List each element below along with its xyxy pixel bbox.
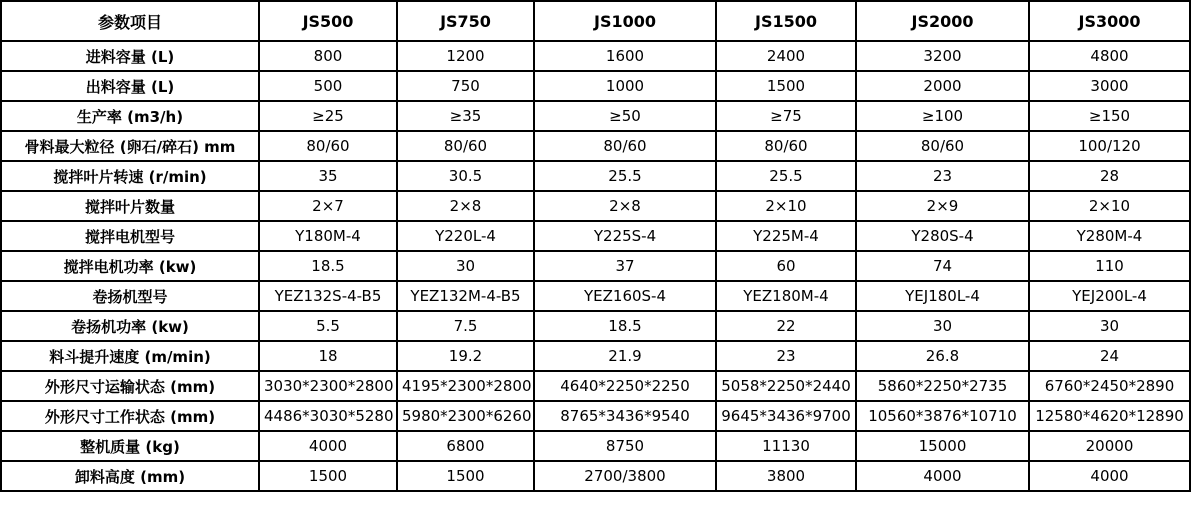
spec-value: 22 — [716, 311, 856, 341]
spec-value: 1000 — [534, 71, 716, 101]
spec-value: Y180M-4 — [259, 221, 397, 251]
spec-value: 4800 — [1029, 41, 1190, 71]
spec-value: 30.5 — [397, 161, 534, 191]
spec-value: 23 — [856, 161, 1029, 191]
row-label: 卷扬机型号 — [1, 281, 259, 311]
spec-value: ≥35 — [397, 101, 534, 131]
spec-value: 4000 — [1029, 461, 1190, 491]
model-column-header: JS1000 — [534, 1, 716, 41]
spec-value: 3200 — [856, 41, 1029, 71]
spec-value: 25.5 — [534, 161, 716, 191]
spec-value: 21.9 — [534, 341, 716, 371]
spec-value: 80/60 — [397, 131, 534, 161]
spec-value: 80/60 — [259, 131, 397, 161]
spec-value: 30 — [1029, 311, 1190, 341]
spec-value: 4640*2250*2250 — [534, 371, 716, 401]
spec-value: 2×7 — [259, 191, 397, 221]
spec-value: 18 — [259, 341, 397, 371]
spec-value: 12580*4620*12890 — [1029, 401, 1190, 431]
spec-value: 80/60 — [534, 131, 716, 161]
spec-value: ≥50 — [534, 101, 716, 131]
spec-value: YEJ180L-4 — [856, 281, 1029, 311]
spec-value: 4000 — [856, 461, 1029, 491]
spec-value: 8750 — [534, 431, 716, 461]
spec-value: 80/60 — [716, 131, 856, 161]
row-label: 搅拌电机型号 — [1, 221, 259, 251]
spec-value: 2×9 — [856, 191, 1029, 221]
spec-value: 1500 — [397, 461, 534, 491]
spec-value: Y220L-4 — [397, 221, 534, 251]
model-column-header: JS2000 — [856, 1, 1029, 41]
spec-value: 20000 — [1029, 431, 1190, 461]
spec-value: 24 — [1029, 341, 1190, 371]
row-label: 整机质量 (kg) — [1, 431, 259, 461]
spec-value: 4000 — [259, 431, 397, 461]
spec-value: 110 — [1029, 251, 1190, 281]
spec-row — [1, 461, 1190, 491]
spec-value: 26.8 — [856, 341, 1029, 371]
spec-value: 7.5 — [397, 311, 534, 341]
spec-row — [1, 221, 1190, 251]
spec-value: 5860*2250*2735 — [856, 371, 1029, 401]
spec-row — [1, 371, 1190, 401]
spec-value: Y225M-4 — [716, 221, 856, 251]
spec-value: 11130 — [716, 431, 856, 461]
spec-value: 37 — [534, 251, 716, 281]
spec-value: YEJ200L-4 — [1029, 281, 1190, 311]
spec-value: ≥150 — [1029, 101, 1190, 131]
spec-value: 3030*2300*2800 — [259, 371, 397, 401]
spec-value: 23 — [716, 341, 856, 371]
spec-value: 25.5 — [716, 161, 856, 191]
spec-value: 1200 — [397, 41, 534, 71]
row-label: 卸料高度 (mm) — [1, 461, 259, 491]
model-column-header: JS1500 — [716, 1, 856, 41]
spec-value: 2000 — [856, 71, 1029, 101]
spec-value: 1500 — [259, 461, 397, 491]
row-label: 搅拌叶片转速 (r/min) — [1, 161, 259, 191]
row-label: 进料容量 (L) — [1, 41, 259, 71]
row-label: 搅拌电机功率 (kw) — [1, 251, 259, 281]
spec-value: YEZ132M-4-B5 — [397, 281, 534, 311]
spec-value: Y280S-4 — [856, 221, 1029, 251]
spec-value: 6800 — [397, 431, 534, 461]
spec-value: Y280M-4 — [1029, 221, 1190, 251]
spec-value: 80/60 — [856, 131, 1029, 161]
spec-value: 18.5 — [259, 251, 397, 281]
spec-value: 28 — [1029, 161, 1190, 191]
spec-row — [1, 101, 1190, 131]
spec-value: 60 — [716, 251, 856, 281]
spec-row — [1, 341, 1190, 371]
row-label: 料斗提升速度 (m/min) — [1, 341, 259, 371]
spec-value: 9645*3436*9700 — [716, 401, 856, 431]
spec-value: 2×8 — [534, 191, 716, 221]
spec-value: 2700/3800 — [534, 461, 716, 491]
spec-value: 19.2 — [397, 341, 534, 371]
spec-value: 2×8 — [397, 191, 534, 221]
model-column-header: JS3000 — [1029, 1, 1190, 41]
spec-value: 5980*2300*6260 — [397, 401, 534, 431]
spec-value: 750 — [397, 71, 534, 101]
spec-value: ≥75 — [716, 101, 856, 131]
spec-row — [1, 281, 1190, 311]
spec-value: 15000 — [856, 431, 1029, 461]
row-label: 外形尺寸工作状态 (mm) — [1, 401, 259, 431]
header-row — [1, 1, 1190, 41]
spec-value: 4486*3030*5280 — [259, 401, 397, 431]
spec-value: 5058*2250*2440 — [716, 371, 856, 401]
spec-value: 30 — [397, 251, 534, 281]
spec-value: 4195*2300*2800 — [397, 371, 534, 401]
spec-row — [1, 401, 1190, 431]
spec-value: 6760*2450*2890 — [1029, 371, 1190, 401]
spec-value: 100/120 — [1029, 131, 1190, 161]
spec-row — [1, 251, 1190, 281]
spec-value: YEZ160S-4 — [534, 281, 716, 311]
row-label: 卷扬机功率 (kw) — [1, 311, 259, 341]
spec-value: YEZ132S-4-B5 — [259, 281, 397, 311]
spec-value: 10560*3876*10710 — [856, 401, 1029, 431]
model-column-header: JS500 — [259, 1, 397, 41]
spec-value: Y225S-4 — [534, 221, 716, 251]
spec-value: 35 — [259, 161, 397, 191]
row-label: 骨料最大粒径 (卵石/碎石) mm — [1, 131, 259, 161]
spec-value: ≥25 — [259, 101, 397, 131]
spec-value: 74 — [856, 251, 1029, 281]
row-label: 外形尺寸运输状态 (mm) — [1, 371, 259, 401]
spec-value: 3000 — [1029, 71, 1190, 101]
spec-value: 2×10 — [1029, 191, 1190, 221]
spec-row — [1, 131, 1190, 161]
row-label: 搅拌叶片数量 — [1, 191, 259, 221]
spec-value: ≥100 — [856, 101, 1029, 131]
spec-value: 800 — [259, 41, 397, 71]
spec-value: 3800 — [716, 461, 856, 491]
param-column-header: 参数项目 — [1, 1, 259, 41]
spec-row — [1, 431, 1190, 461]
spec-row — [1, 191, 1190, 221]
row-label: 出料容量 (L) — [1, 71, 259, 101]
spec-value: YEZ180M-4 — [716, 281, 856, 311]
spec-row — [1, 311, 1190, 341]
model-column-header: JS750 — [397, 1, 534, 41]
spec-value: 8765*3436*9540 — [534, 401, 716, 431]
spec-value: 5.5 — [259, 311, 397, 341]
spec-value: 30 — [856, 311, 1029, 341]
row-label: 生产率 (m3/h) — [1, 101, 259, 131]
spec-row — [1, 161, 1190, 191]
spec-value: 2×10 — [716, 191, 856, 221]
spec-value: 1600 — [534, 41, 716, 71]
spec-value: 1500 — [716, 71, 856, 101]
spec-value: 18.5 — [534, 311, 716, 341]
spec-row — [1, 41, 1190, 71]
spec-value: 500 — [259, 71, 397, 101]
spec-value: 2400 — [716, 41, 856, 71]
spec-row — [1, 71, 1190, 101]
